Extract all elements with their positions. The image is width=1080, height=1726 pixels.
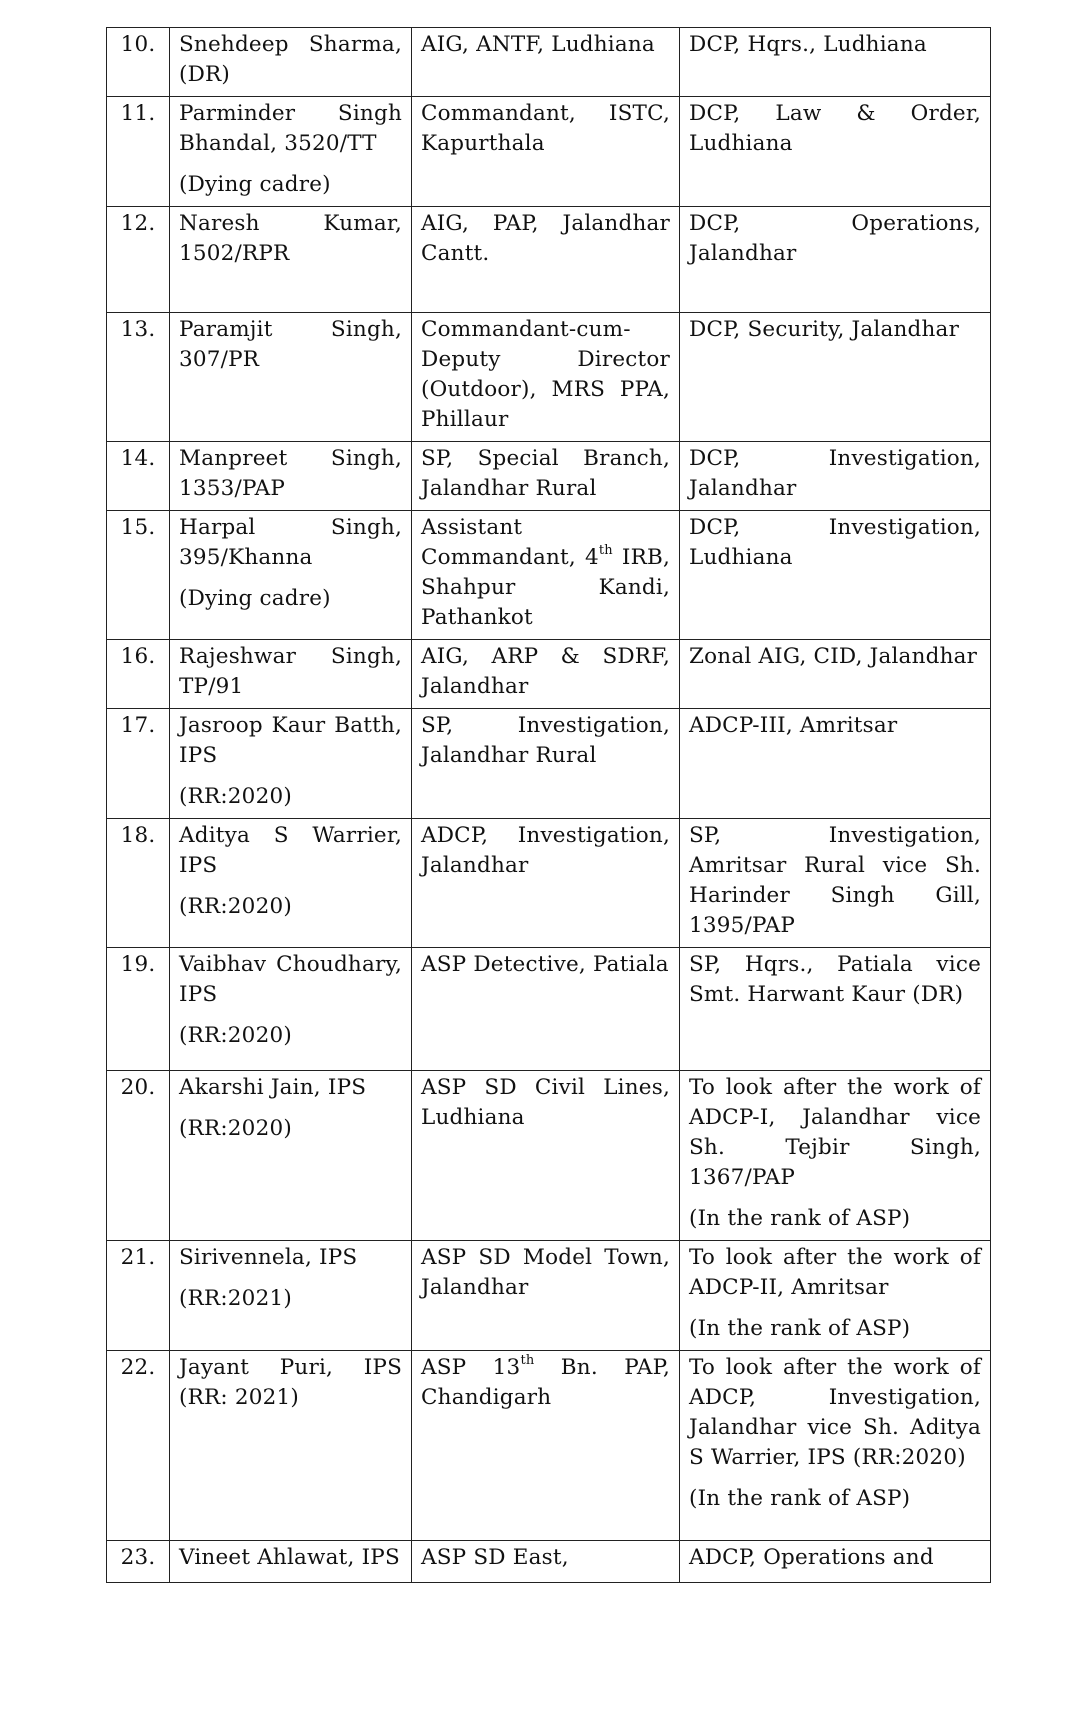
- officer-name-text: (Dying cadre): [179, 172, 331, 197]
- posting-table: [106, 27, 991, 1583]
- current-posting-text: ASP SD Civil Lines, Ludhiana: [421, 1075, 670, 1130]
- current-posting-cell: [412, 819, 680, 948]
- current-posting-text: AIG, ARP & SDRF, Jalandhar: [421, 644, 670, 699]
- serial-number-cell: [107, 511, 170, 640]
- current-posting-cell: [412, 511, 680, 640]
- current-posting-cell: [412, 97, 680, 207]
- new-posting-text: DCP, Investigation, Jalandhar: [689, 446, 981, 501]
- current-posting-suffix: Bn. PAP, Chandigarh: [421, 1355, 670, 1410]
- new-posting-text: To look after the work of ADCP-II, Amritsar: [689, 1245, 981, 1300]
- officer-name-cell: [170, 97, 412, 207]
- serial-number-cell: [107, 709, 170, 819]
- new-posting-text: ADCP, Operations and: [689, 1545, 934, 1570]
- new-posting-text: SP, Hqrs., Patiala vice Smt. Harwant Kaur (DR): [689, 952, 981, 1007]
- officer-name-cell: [170, 207, 412, 313]
- current-posting-text: [421, 1353, 670, 1413]
- new-posting-text: To look after the work of ADCP, Investigation, Jalandhar vice Sh. Aditya S Warrier, IPS (RR:2020): [689, 1355, 981, 1470]
- new-posting-text: SP, Investigation, Amritsar Rural vice Sh. Harinder Singh Gill, 1395/PAP: [689, 823, 981, 938]
- new-posting-text: DCP, Law & Order, Ludhiana: [689, 101, 981, 156]
- current-posting-suffix: IRB, Shahpur Kandi, Pathankot: [421, 545, 670, 630]
- officer-name-text: Vaibhav Choudhary, IPS: [179, 952, 402, 1007]
- serial-number-cell: [107, 28, 170, 97]
- table-row: [107, 97, 991, 207]
- serial-number: 20.: [120, 1075, 156, 1100]
- current-posting-cell: [412, 313, 680, 442]
- serial-number-cell: [107, 442, 170, 511]
- current-posting-text: AIG, ANTF, Ludhiana: [421, 32, 655, 57]
- officer-name-cell: [170, 1351, 412, 1541]
- officer-name-cell: [170, 819, 412, 948]
- officer-name-text: Manpreet Singh, 1353/PAP: [179, 446, 402, 501]
- new-posting-cell: [680, 28, 991, 97]
- serial-number-cell: [107, 1541, 170, 1583]
- serial-number-cell: [107, 97, 170, 207]
- serial-number: 21.: [120, 1245, 156, 1270]
- new-posting-cell: [680, 1351, 991, 1541]
- current-posting-text: [421, 513, 670, 633]
- serial-number: 12.: [120, 211, 156, 236]
- table-row: [107, 28, 991, 97]
- officer-name-text: Paramjit Singh, 307/PR: [179, 317, 402, 372]
- current-posting-cell: [412, 1071, 680, 1241]
- serial-number-cell: [107, 640, 170, 709]
- new-posting-text: DCP, Operations, Jalandhar: [689, 211, 981, 266]
- current-posting-cell: [412, 640, 680, 709]
- officer-name-cell: [170, 1071, 412, 1241]
- current-posting-cell: [412, 709, 680, 819]
- officer-name-cell: [170, 640, 412, 709]
- officer-name-text: Harpal Singh, 395/Khanna: [179, 515, 402, 570]
- serial-number-cell: [107, 1071, 170, 1241]
- serial-number: 11.: [120, 101, 156, 126]
- officer-name-text: Akarshi Jain, IPS: [179, 1075, 367, 1100]
- new-posting-cell: [680, 511, 991, 640]
- new-posting-cell: [680, 442, 991, 511]
- officer-name-text: (RR:2020): [179, 784, 292, 809]
- new-posting-text: DCP, Security, Jalandhar: [689, 317, 960, 342]
- current-posting-text: Commandant-cum-Deputy Director (Outdoor), MRS PPA, Phillaur: [421, 317, 670, 432]
- serial-number-cell: [107, 313, 170, 442]
- table-row: [107, 948, 991, 1071]
- current-posting-prefix: ASP 13: [421, 1355, 521, 1380]
- new-posting-text: (In the rank of ASP): [689, 1316, 911, 1341]
- serial-number: 16.: [120, 644, 156, 669]
- current-posting-text: ASP SD East,: [421, 1545, 569, 1570]
- current-posting-text: ASP SD Model Town, Jalandhar: [421, 1245, 670, 1300]
- new-posting-text: (In the rank of ASP): [689, 1206, 911, 1231]
- serial-number-cell: [107, 1241, 170, 1351]
- current-posting-cell: [412, 207, 680, 313]
- new-posting-cell: [680, 313, 991, 442]
- current-posting-cell: [412, 1541, 680, 1583]
- new-posting-cell: [680, 819, 991, 948]
- serial-number-cell: [107, 948, 170, 1071]
- new-posting-text: Zonal AIG, CID, Jalandhar: [689, 644, 978, 669]
- ordinal-suffix: th: [598, 542, 613, 558]
- serial-number: 13.: [120, 317, 156, 342]
- new-posting-text: To look after the work of ADCP-I, Jalandhar vice Sh. Tejbir Singh, 1367/PAP: [689, 1075, 981, 1190]
- serial-number: 23.: [120, 1545, 156, 1570]
- serial-number: 14.: [120, 446, 156, 471]
- officer-name-text: Snehdeep Sharma, (DR): [179, 32, 402, 87]
- table-row: [107, 819, 991, 948]
- table-row: [107, 1241, 991, 1351]
- officer-name-cell: [170, 1541, 412, 1583]
- officer-name-text: (RR:2021): [179, 1286, 292, 1311]
- officer-name-text: (RR:2020): [179, 1116, 292, 1141]
- officer-name-cell: [170, 511, 412, 640]
- table-row: [107, 313, 991, 442]
- table-row: [107, 709, 991, 819]
- current-posting-cell: [412, 28, 680, 97]
- new-posting-text: DCP, Hqrs., Ludhiana: [689, 32, 927, 57]
- serial-number-cell: [107, 819, 170, 948]
- officer-name-cell: [170, 948, 412, 1071]
- officer-name-text: Aditya S Warrier, IPS: [179, 823, 402, 878]
- new-posting-cell: [680, 948, 991, 1071]
- current-posting-cell: [412, 1351, 680, 1541]
- current-posting-cell: [412, 442, 680, 511]
- new-posting-cell: [680, 709, 991, 819]
- officer-name-text: (RR:2020): [179, 1023, 292, 1048]
- serial-number: 17.: [120, 713, 156, 738]
- table-row: [107, 640, 991, 709]
- officer-name-text: (RR:2020): [179, 894, 292, 919]
- officer-name-text: Vineet Ahlawat, IPS: [179, 1545, 400, 1570]
- officer-name-cell: [170, 442, 412, 511]
- serial-number: 15.: [120, 515, 156, 540]
- ordinal-suffix: th: [520, 1352, 535, 1368]
- new-posting-text: ADCP-III, Amritsar: [689, 713, 898, 738]
- new-posting-cell: [680, 640, 991, 709]
- table-row: [107, 442, 991, 511]
- officer-name-text: Rajeshwar Singh, TP/91: [179, 644, 402, 699]
- officer-name-cell: [170, 1241, 412, 1351]
- serial-number: 10.: [120, 32, 156, 57]
- new-posting-cell: [680, 1541, 991, 1583]
- serial-number-cell: [107, 207, 170, 313]
- current-posting-cell: [412, 1241, 680, 1351]
- new-posting-text: DCP, Investigation, Ludhiana: [689, 515, 981, 570]
- current-posting-text: Commandant, ISTC, Kapurthala: [421, 101, 670, 156]
- new-posting-cell: [680, 97, 991, 207]
- officer-name-cell: [170, 28, 412, 97]
- officer-name-cell: [170, 709, 412, 819]
- serial-number: 19.: [120, 952, 156, 977]
- table-row: [107, 511, 991, 640]
- current-posting-cell: [412, 948, 680, 1071]
- officer-name-text: Sirivennela, IPS: [179, 1245, 358, 1270]
- officer-name-text: Parminder Singh Bhandal, 3520/TT: [179, 101, 402, 156]
- current-posting-text: AIG, PAP, Jalandhar Cantt.: [421, 211, 670, 266]
- officer-name-text: Jayant Puri, IPS (RR: 2021): [179, 1355, 402, 1410]
- current-posting-prefix: Assistant Commandant, 4: [421, 515, 599, 570]
- new-posting-cell: [680, 1071, 991, 1241]
- officer-name-text: Jasroop Kaur Batth, IPS: [179, 713, 402, 768]
- current-posting-text: SP, Special Branch, Jalandhar Rural: [421, 446, 670, 501]
- table-row: [107, 1541, 991, 1583]
- table-row: [107, 1071, 991, 1241]
- table-row: [107, 207, 991, 313]
- officer-name-text: Naresh Kumar, 1502/RPR: [179, 211, 402, 266]
- posting-table-body: [107, 28, 991, 1583]
- officer-name-cell: [170, 313, 412, 442]
- officer-name-text: (Dying cadre): [179, 586, 331, 611]
- serial-number: 22.: [120, 1355, 156, 1380]
- current-posting-text: SP, Investigation, Jalandhar Rural: [421, 713, 670, 768]
- new-posting-cell: [680, 207, 991, 313]
- table-row: [107, 1351, 991, 1541]
- current-posting-text: ASP Detective, Patiala: [421, 952, 669, 977]
- new-posting-text: (In the rank of ASP): [689, 1486, 911, 1511]
- new-posting-cell: [680, 1241, 991, 1351]
- serial-number-cell: [107, 1351, 170, 1541]
- serial-number: 18.: [120, 823, 156, 848]
- current-posting-text: ADCP, Investigation, Jalandhar: [421, 823, 670, 878]
